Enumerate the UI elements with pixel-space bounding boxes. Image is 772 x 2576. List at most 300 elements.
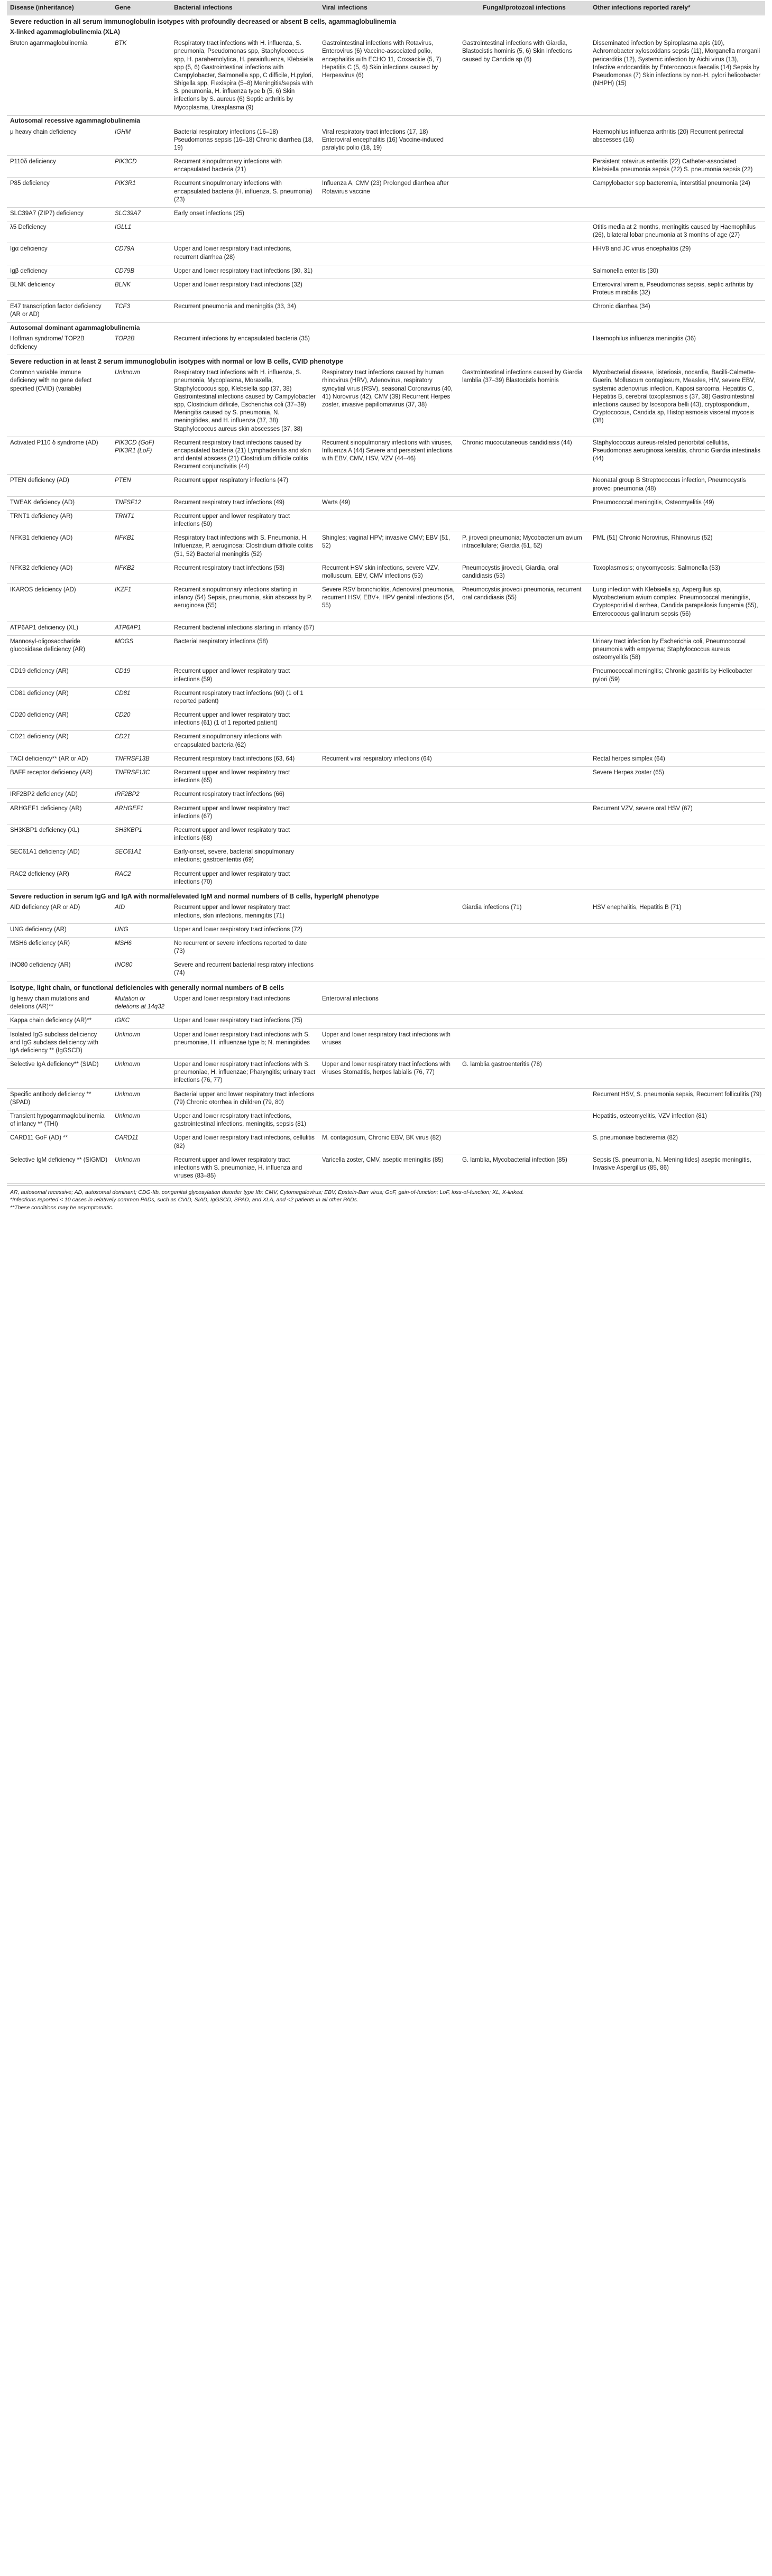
gene-cell: CD21 [112, 731, 171, 753]
gene-cell: IRF2BP2 [112, 789, 171, 802]
other-infections-cell: Campylobacter spp bacteremia, interstitial pneumonia (24) [590, 178, 765, 208]
viral-infections-cell: M. contagiosum, Chronic EBV, BK virus (82) [319, 1132, 459, 1154]
gene-cell: NFKB2 [112, 562, 171, 583]
viral-infections-cell [319, 1088, 459, 1110]
gene-cell: AID [112, 902, 171, 923]
bacterial-infections-cell: Recurrent sinopulmonary infections starting in infancy (54) Sepsis, pneumonia, skin abscess by P. aeruginosa (55) [171, 584, 319, 622]
disease-cell: BLNK deficiency [7, 279, 112, 300]
bacterial-infections-cell: Bacterial respiratory infections (58) [171, 635, 319, 665]
viral-infections-cell [319, 221, 459, 243]
other-infections-cell: Severe Herpes zoster (65) [590, 767, 765, 789]
disease-cell: PTEN deficiency (AD) [7, 475, 112, 496]
viral-infections-cell: Enteroviral infections [319, 993, 459, 1015]
fungal-infections-cell [459, 178, 590, 208]
disease-cell: UNG deficiency (AR) [7, 923, 112, 937]
disease-cell: CD81 deficiency (AR) [7, 687, 112, 709]
other-infections-cell: Recurrent VZV, severe oral HSV (67) [590, 802, 765, 824]
section-heading: Severe reduction in all serum immunoglobulin isotypes with profoundly decreased or absent B cells, agammaglobulinemia [7, 15, 765, 27]
other-infections-cell: Sepsis (S. pneumonia, N. Meningitides) aseptic meningitis, Invasive Aspergillus (85, 86) [590, 1154, 765, 1184]
fungal-infections-cell [459, 301, 590, 322]
fungal-infections-cell: Gastrointestinal infections with Giardia, Blastocistis hominis (5, 6) Skin infections caused by Candida sp (6) [459, 38, 590, 115]
footnote-rare-infections: *Infections reported < 10 cases in relatively common PADs, such as CVID, SIAD, IgGSCD, SPAD, and XLA, and <2 patients in all other PADs. [10, 1197, 359, 1203]
viral-infections-cell: Warts (49) [319, 496, 459, 510]
disease-cell: CARD11 GoF (AD) ** [7, 1132, 112, 1154]
table-row [7, 367, 765, 437]
subsection-heading: X-linked agammaglobulinemia (XLA) [10, 28, 121, 36]
table-row [7, 584, 765, 622]
other-infections-cell: Urinary tract infection by Escherichia coli, Pneumococcal pneumonia with empyema; Staphylococcus aureus osteomyelitis (58) [590, 635, 765, 665]
viral-infections-cell [319, 937, 459, 959]
gene-cell: CD79A [112, 243, 171, 265]
bacterial-infections-cell: Recurrent upper and lower respiratory tract infections (61) (1 of 1 reported patient) [171, 709, 319, 731]
viral-infections-cell: Shingles; vaginal HPV; invasive CMV; EBV (51, 52) [319, 532, 459, 562]
disease-cell: CD19 deficiency (AR) [7, 665, 112, 687]
other-infections-cell [590, 1028, 765, 1059]
gene-cell: ARHGEF1 [112, 802, 171, 824]
table-row [7, 993, 765, 1015]
disease-cell: SEC61A1 deficiency (AD) [7, 846, 112, 868]
bacterial-infections-cell: Recurrent respiratory tract infections (66) [171, 789, 319, 802]
disease-cell: NFKB1 deficiency (AD) [7, 532, 112, 562]
bacterial-infections-cell: Respiratory tract infections with H. influenza, S. pneumonia, Mycoplasma, Moraxella, Staphylococcus spp, Klebsiella spp (37, 38) Gastrointestinal infections caused by Campylobacter spp, Clostridium difficile, Escherichia coli (37–39) Meningitis caused by S. pneumonia, N. meningitides, and H. influenza (37, 38) Staphylococcus aureus skin abscesses (37, 38) [171, 367, 319, 437]
disease-cell: λ5 Deficiency [7, 221, 112, 243]
table-row [7, 622, 765, 635]
viral-infections-cell [319, 475, 459, 496]
section-heading: Severe reduction in serum IgG and IgA with normal/elevated IgM and normal numbers of B cells, hyperIgM phenotype [7, 889, 765, 902]
fungal-infections-cell [459, 868, 590, 889]
disease-cell: SLC39A7 (ZIP7) deficiency [7, 207, 112, 221]
gene-cell: PTEN [112, 475, 171, 496]
viral-infections-cell [319, 846, 459, 868]
bacterial-infections-cell: Bacterial respiratory infections (16–18) Pseudomonas sepsis (16–18) Chronic diarrhea (18, 19) [171, 126, 319, 156]
bacterial-infections-cell: Recurrent upper and lower respiratory tract infections (68) [171, 824, 319, 846]
fungal-infections-cell [459, 265, 590, 279]
bacterial-infections-cell: Severe and recurrent bacterial respiratory infections (74) [171, 959, 319, 981]
viral-infections-cell: Respiratory tract infections caused by human rhinovirus (HRV), Adenovirus, respiratory syncytial virus (RSV), seasonal Coronavirus (40, 41) Norovirus (42), CMV (39) Recurrent Herpes zoster, invasive papillomavirus (37, 38) [319, 367, 459, 437]
bacterial-infections-cell: Recurrent pneumonia and meningitis (33, 34) [171, 301, 319, 322]
other-infections-cell [590, 937, 765, 959]
table-row [7, 207, 765, 221]
fungal-infections-cell [459, 789, 590, 802]
fungal-infections-cell [459, 687, 590, 709]
disease-cell: Igβ deficiency [7, 265, 112, 279]
bacterial-infections-cell: Upper and lower respiratory tract infections (75) [171, 1015, 319, 1028]
bacterial-infections-cell: Recurrent respiratory tract infections (60) (1 of 1 reported patient) [171, 687, 319, 709]
table-row [7, 687, 765, 709]
viral-infections-cell [319, 279, 459, 300]
table-row [7, 665, 765, 687]
viral-infections-cell [319, 301, 459, 322]
col-header-gene: Gene [112, 1, 171, 15]
viral-infections-cell [319, 902, 459, 923]
bacterial-infections-cell: Recurrent respiratory tract infections (53) [171, 562, 319, 583]
other-infections-cell [590, 868, 765, 889]
fungal-infections-cell [459, 510, 590, 532]
other-infections-cell: Staphylococcus aureus-related periorbital cellulitis, Pseudomonas aeruginosa keratitis, chronic Giardia intestinalis (44) [590, 437, 765, 475]
gene-cell: Unknown [112, 1028, 171, 1059]
other-infections-cell: Neonatal group B Streptococcus infection, Pneumocystis jiroveci pneumonia (48) [590, 475, 765, 496]
table-row [7, 767, 765, 789]
col-header-viral: Viral infections [319, 1, 459, 15]
other-infections-cell [590, 1015, 765, 1028]
fungal-infections-cell [459, 767, 590, 789]
other-infections-cell: Pneumococcal meningitis; Chronic gastritis by Helicobacter pylori (59) [590, 665, 765, 687]
fungal-infections-cell [459, 731, 590, 753]
bacterial-infections-cell: Upper and lower respiratory tract infections with S. pneumoniae, H. influenzae; Pharyngitis; urinary tract infections (76, 77) [171, 1059, 319, 1089]
subsection-heading: Autosomal recessive agammaglobulinemia [10, 116, 141, 124]
disease-cell: P110δ deficiency [7, 156, 112, 178]
table-row [7, 709, 765, 731]
other-infections-cell [590, 789, 765, 802]
gene-cell: CD20 [112, 709, 171, 731]
table-row [7, 635, 765, 665]
gene-cell: ATP6AP1 [112, 622, 171, 635]
viral-infections-cell: Influenza A, CMV (23) Prolonged diarrhea after Rotavirus vaccine [319, 178, 459, 208]
disease-cell: ATP6AP1 deficiency (XL) [7, 622, 112, 635]
disease-cell: Kappa chain deficiency (AR)** [7, 1015, 112, 1028]
fungal-infections-cell: Gastrointestinal infections caused by Giardia lamblia (37–39) Blastocistis hominis [459, 367, 590, 437]
document [7, 0, 765, 1211]
other-infections-cell: Hepatitis, osteomyelitis, VZV infection (81) [590, 1110, 765, 1132]
other-infections-cell: Otitis media at 2 months, meningitis caused by Haemophilus (26), bilateral lobar pneumonia at 3 months of age (27) [590, 221, 765, 243]
viral-infections-cell: Gastrointestinal infections with Rotavirus, Enterovirus (6) Vaccine-associated polio, encephalitis with ECHO 11, Coxsackie (5, 7) Hepatitis C (5, 6) Skin infections caused by Herpesvirus (6) [319, 38, 459, 115]
fungal-infections-cell [459, 824, 590, 846]
table-row [7, 333, 765, 355]
bacterial-infections-cell: Early-onset, severe, bacterial sinopulmonary infections; gastroenteritis (69) [171, 846, 319, 868]
disease-cell: INO80 deficiency (AR) [7, 959, 112, 981]
viral-infections-cell: Recurrent HSV skin infections, severe VZV, molluscum, EBV, CMV infections (53) [319, 562, 459, 583]
disease-cell: CD21 deficiency (AR) [7, 731, 112, 753]
fungal-infections-cell: Pneumocystis jirovecii, Giardia, oral candidiasis (53) [459, 562, 590, 583]
viral-infections-cell [319, 959, 459, 981]
bacterial-infections-cell: Bacterial upper and lower respiratory tract infections (79) Chronic otorrhea in children (79, 80) [171, 1088, 319, 1110]
fungal-infections-cell [459, 221, 590, 243]
viral-infections-cell: Upper and lower respiratory tract infections with viruses [319, 1028, 459, 1059]
fungal-infections-cell [459, 279, 590, 300]
other-infections-cell [590, 731, 765, 753]
fungal-infections-cell [459, 993, 590, 1015]
col-header-other: Other infections reported rarely* [590, 1, 765, 15]
disease-cell: Isolated IgG subclass deficiency and IgG subclass deficiency with IgA deficiency ** (IgGSCD) [7, 1028, 112, 1059]
bacterial-infections-cell: Recurrent sinopulmonary infections with encapsulated bacteria (62) [171, 731, 319, 753]
table-row [7, 496, 765, 510]
gene-cell: PIK3CD [112, 156, 171, 178]
gene-cell: UNG [112, 923, 171, 937]
gene-cell: CD79B [112, 265, 171, 279]
gene-cell: Unknown [112, 1088, 171, 1110]
disease-cell: P85 deficiency [7, 178, 112, 208]
table-row [7, 221, 765, 243]
other-infections-cell: Toxoplasmosis; onycomycosis; Salmonella (53) [590, 562, 765, 583]
disease-cell: IKAROS deficiency (AD) [7, 584, 112, 622]
gene-cell: RAC2 [112, 868, 171, 889]
bacterial-infections-cell: Early onset infections (25) [171, 207, 319, 221]
viral-infections-cell [319, 333, 459, 355]
fungal-infections-cell [459, 1110, 590, 1132]
table-row [7, 923, 765, 937]
gene-cell: BTK [112, 38, 171, 115]
subsection-heading-row [7, 322, 765, 333]
bacterial-infections-cell: Upper and lower respiratory tract infections [171, 993, 319, 1015]
gene-cell: CD19 [112, 665, 171, 687]
disease-cell: AID deficiency (AR or AD) [7, 902, 112, 923]
bacterial-infections-cell: Recurrent upper and lower respiratory tract infections, skin infections, meningitis (71) [171, 902, 319, 923]
table-row [7, 1059, 765, 1089]
bacterial-infections-cell: Recurrent upper and lower respiratory tract infections (67) [171, 802, 319, 824]
fungal-infections-cell [459, 802, 590, 824]
bacterial-infections-cell: Recurrent sinopulmonary infections with encapsulated bacteria (21) [171, 156, 319, 178]
table-row [7, 243, 765, 265]
other-infections-cell: Pneumococcal meningitis, Osteomyelitis (49) [590, 496, 765, 510]
viral-infections-cell: Recurrent sinopulmonary infections with viruses, Influenza A (44) Severe and persistent infections with EBV, CMV, HSV, VZV (44–46) [319, 437, 459, 475]
fungal-infections-cell: G. lamblia, Mycobacterial infection (85) [459, 1154, 590, 1184]
other-infections-cell: Chronic diarrhea (34) [590, 301, 765, 322]
viral-infections-cell [319, 265, 459, 279]
footnote-abbreviations: AR, autosomal recessive; AD, autosomal dominant; CDG-IIb, congenital glycosylation disorder type IIb; CMV, Cytomegalovirus; EBV, Epstein-Barr virus; GoF, gain-of-function; LoF, loss-of-function; XL, X-linked. [10, 1189, 524, 1196]
disease-cell: Selective IgM deficiency ** (SIGMD) [7, 1154, 112, 1184]
other-infections-cell: Haemophilus influenza arthritis (20) Recurrent perirectal abscesses (16) [590, 126, 765, 156]
bacterial-infections-cell: Upper and lower respiratory tract infections (32) [171, 279, 319, 300]
other-infections-cell [590, 709, 765, 731]
bacterial-infections-cell: Recurrent infections by encapsulated bacteria (35) [171, 333, 319, 355]
table-row [7, 1154, 765, 1184]
section-heading: Isotype, light chain, or functional deficiencies with generally normal numbers of B cells [7, 981, 765, 993]
other-infections-cell [590, 687, 765, 709]
viral-infections-cell: Severe RSV bronchiolitis, Adenoviral pneumonia, recurrent HSV, EBV+, HPV genital infections (54, 55) [319, 584, 459, 622]
table-row [7, 1110, 765, 1132]
bacterial-infections-cell: Recurrent respiratory tract infections (63, 64) [171, 753, 319, 766]
section-heading-row [7, 981, 765, 993]
other-infections-cell: Salmonella enteritis (30) [590, 265, 765, 279]
gene-cell: Mutation or deletions at 14q32 [112, 993, 171, 1015]
disease-cell: Selective IgA deficiency** (SIAD) [7, 1059, 112, 1089]
bacterial-infections-cell: Recurrent upper respiratory infections (47) [171, 475, 319, 496]
table-row [7, 846, 765, 868]
disease-cell: Specific antibody deficiency ** (SPAD) [7, 1088, 112, 1110]
table-row [7, 824, 765, 846]
viral-infections-cell [319, 1110, 459, 1132]
other-infections-cell [590, 846, 765, 868]
viral-infections-cell: Varicella zoster, CMV, aseptic meningitis (85) [319, 1154, 459, 1184]
table-body [7, 15, 765, 1183]
table-row [7, 1028, 765, 1059]
viral-infections-cell [319, 802, 459, 824]
gene-cell: CD81 [112, 687, 171, 709]
gene-cell: Unknown [112, 367, 171, 437]
bacterial-infections-cell: Recurrent upper and lower respiratory tract infections (50) [171, 510, 319, 532]
disease-cell: Activated P110 δ syndrome (AD) [7, 437, 112, 475]
fungal-infections-cell [459, 1015, 590, 1028]
gene-cell: MOGS [112, 635, 171, 665]
gene-cell: TRNT1 [112, 510, 171, 532]
gene-cell: TNFSF12 [112, 496, 171, 510]
other-infections-cell [590, 824, 765, 846]
fungal-infections-cell [459, 923, 590, 937]
fungal-infections-cell [459, 1088, 590, 1110]
viral-infections-cell [319, 622, 459, 635]
table-row [7, 753, 765, 766]
other-infections-cell [590, 510, 765, 532]
table-row [7, 38, 765, 115]
fungal-infections-cell [459, 635, 590, 665]
other-infections-cell: Recurrent HSV, S. pneumonia sepsis, Recurrent folliculitis (79) [590, 1088, 765, 1110]
other-infections-cell [590, 959, 765, 981]
fungal-infections-cell [459, 207, 590, 221]
bacterial-infections-cell: Recurrent sinopulmonary infections with encapsulated bacteria (H. influenza, S. pneumonia) (23) [171, 178, 319, 208]
viral-infections-cell [319, 243, 459, 265]
viral-infections-cell [319, 731, 459, 753]
gene-cell: SH3KBP1 [112, 824, 171, 846]
table-row [7, 959, 765, 981]
subsection-heading-row [7, 27, 765, 38]
gene-cell: INO80 [112, 959, 171, 981]
section-heading-row [7, 355, 765, 367]
disease-cell: Transient hypogammaglobulinemia of infancy ** (THI) [7, 1110, 112, 1132]
viral-infections-cell [319, 824, 459, 846]
disease-cell: Hoffman syndrome/ TOP2B deficiency [7, 333, 112, 355]
disease-cell: TWEAK deficiency (AD) [7, 496, 112, 510]
col-header-fungal: Fungal/protozoal infections [459, 1, 590, 15]
viral-infections-cell [319, 709, 459, 731]
table-row [7, 156, 765, 178]
viral-infections-cell [319, 510, 459, 532]
table-row [7, 562, 765, 583]
fungal-infections-cell [459, 126, 590, 156]
bacterial-infections-cell: Respiratory tract infections with H. influenza, S. pneumonia, Pseudomonas spp, Staphylococcus spp, H. parahemolytica, H. parainfluenza, Klebsiella spp (5, 6) Gastrointestinal infections with Campylobacter, Salmonella spp, C difficile, H.pylori, Shigella spp, Flexispira (5–8) Meningitis/sepsis with S. pneumonia, H. influenza type b (5, 6) Skin infections by S. aureus (6) Septic arthritis by Mycoplasma, Ureaplasma (9) [171, 38, 319, 115]
bacterial-infections-cell: Upper and lower respiratory tract infections, gastrointestinal infections, meningitis, sepsis (81) [171, 1110, 319, 1132]
table-row [7, 279, 765, 300]
fungal-infections-cell [459, 243, 590, 265]
viral-infections-cell: Viral respiratory tract infections (17, 18) Enteroviral encephalitis (16) Vaccine-induced paralytic polio (18, 19) [319, 126, 459, 156]
table-row [7, 937, 765, 959]
viral-infections-cell [319, 1015, 459, 1028]
bacterial-infections-cell: Recurrent upper and lower respiratory tract infections (59) [171, 665, 319, 687]
disease-cell: CD20 deficiency (AR) [7, 709, 112, 731]
gene-cell: SLC39A7 [112, 207, 171, 221]
section-heading-row [7, 889, 765, 902]
table-row [7, 868, 765, 889]
subsection-heading: Autosomal dominant agammaglobulinemia [10, 323, 140, 331]
fungal-infections-cell [459, 622, 590, 635]
table-row [7, 301, 765, 322]
table-row [7, 126, 765, 156]
bacterial-infections-cell: Recurrent upper and lower respiratory tract infections (70) [171, 868, 319, 889]
fungal-infections-cell: Giardia infections (71) [459, 902, 590, 923]
other-infections-cell [590, 923, 765, 937]
viral-infections-cell [319, 868, 459, 889]
disease-cell: SH3KBP1 deficiency (XL) [7, 824, 112, 846]
gene-cell: IGLL1 [112, 221, 171, 243]
other-infections-cell: Haemophilus influenza meningitis (36) [590, 333, 765, 355]
gene-cell: MSH6 [112, 937, 171, 959]
viral-infections-cell: Recurrent viral respiratory infections (64) [319, 753, 459, 766]
viral-infections-cell [319, 923, 459, 937]
fungal-infections-cell [459, 1028, 590, 1059]
other-infections-cell [590, 993, 765, 1015]
gene-cell: CARD11 [112, 1132, 171, 1154]
viral-infections-cell [319, 789, 459, 802]
disease-cell: Igα deficiency [7, 243, 112, 265]
gene-cell: IGHM [112, 126, 171, 156]
fungal-infections-cell [459, 959, 590, 981]
other-infections-cell: HHV8 and JC virus encephalitis (29) [590, 243, 765, 265]
col-header-bacterial: Bacterial infections [171, 1, 319, 15]
other-infections-cell: S. pneumoniae bacteremia (82) [590, 1132, 765, 1154]
viral-infections-cell [319, 665, 459, 687]
fungal-infections-cell [459, 709, 590, 731]
table-row [7, 802, 765, 824]
fungal-infections-cell [459, 753, 590, 766]
disease-cell: Bruton agammaglobulinemia [7, 38, 112, 115]
col-header-disease: Disease (inheritance) [7, 1, 112, 15]
fungal-infections-cell [459, 156, 590, 178]
bacterial-infections-cell: Recurrent bacterial infections starting in infancy (57) [171, 622, 319, 635]
bacterial-infections-cell: Upper and lower respiratory tract infections (72) [171, 923, 319, 937]
gene-cell: Unknown [112, 1110, 171, 1132]
table-row [7, 789, 765, 802]
table-row [7, 178, 765, 208]
table-footnotes [7, 1185, 765, 1211]
gene-cell: SEC61A1 [112, 846, 171, 868]
other-infections-cell: Disseminated infection by Spiroplasma apis (10), Achromobacter xylosoxidans sepsis (11), Morganella morganii pericarditis (12), Systemic infection by Aichi virus (13), Infective endocarditis by Enterococcus faecalis (14) Sepsis by Pseudomonas (7) Skin infections by non-H. pylori helicobacter (NHPH) (15) [590, 38, 765, 115]
other-infections-cell: Lung infection with Klebsiella sp, Aspergillus sp, Mycobacterium avium complex. Pneumococcal meningitis, Cryptosporidial diarrhea, Candida parapsilosis fungemia (55), Enterococcus gallinarum sepsis (56) [590, 584, 765, 622]
bacterial-infections-cell: No recurrent or severe infections reported to date (73) [171, 937, 319, 959]
other-infections-cell: PML (51) Chronic Norovirus, Rhinovirus (52) [590, 532, 765, 562]
gene-cell: TCF3 [112, 301, 171, 322]
fungal-infections-cell: G. lamblia gastroenteritis (78) [459, 1059, 590, 1089]
gene-cell: TOP2B [112, 333, 171, 355]
gene-cell: TNFRSF13B [112, 753, 171, 766]
disease-cell: RAC2 deficiency (AR) [7, 868, 112, 889]
other-infections-cell: Rectal herpes simplex (64) [590, 753, 765, 766]
bacterial-infections-cell: Respiratory tract infections with S. Pneumonia, H. Influenzae, P. aeruginosa; Clostridium difficile colitis (51, 52) Bacterial meningitis (52) [171, 532, 319, 562]
fungal-infections-cell [459, 496, 590, 510]
disease-cell: IRF2BP2 deficiency (AD) [7, 789, 112, 802]
bacterial-infections-cell: Upper and lower respiratory tract infections (30, 31) [171, 265, 319, 279]
fungal-infections-cell: Chronic mucocutaneous candidiasis (44) [459, 437, 590, 475]
gene-cell: Unknown [112, 1154, 171, 1184]
viral-infections-cell [319, 156, 459, 178]
disease-cell: Common variable immune deficiency with no gene defect specified (CVID) (variable) [7, 367, 112, 437]
other-infections-cell: Persistent rotavirus enteritis (22) Catheter-associated Klebsiella pneumonia sepsis (22) S. pneumonia sepsis (22) [590, 156, 765, 178]
gene-cell: PIK3CD (GoF) PIK3R1 (LoF) [112, 437, 171, 475]
table-row [7, 510, 765, 532]
fungal-infections-cell: P. jiroveci pneumonia; Mycobacterium avium intracellulare; Giardia (51, 52) [459, 532, 590, 562]
other-infections-cell [590, 207, 765, 221]
disease-cell: BAFF receptor deficiency (AR) [7, 767, 112, 789]
other-infections-cell: HSV enephalitis, Hepatitis B (71) [590, 902, 765, 923]
viral-infections-cell [319, 687, 459, 709]
bacterial-infections-cell: Recurrent respiratory tract infections (49) [171, 496, 319, 510]
fungal-infections-cell [459, 475, 590, 496]
gene-cell: IKZF1 [112, 584, 171, 622]
other-infections-cell [590, 1059, 765, 1089]
bacterial-infections-cell: Upper and lower respiratory tract infections, recurrent diarrhea (28) [171, 243, 319, 265]
disease-cell: Ig heavy chain mutations and deletions (AR)** [7, 993, 112, 1015]
table-row [7, 902, 765, 923]
other-infections-cell: Mycobacterial disease, listeriosis, nocardia, Bacilli-Calmette-Guerin, Molluscum contagiosum, Measles, HIV, severe EBV, systemic adenovirus infection, Kaposi sarcoma, Hepatitis C, Hepatitis B, cerebral toxoplasmosis (37, 38) Gastrointestinal infections caused by Isosopora belli (43), cryptosporidium, Cryptococcus, Candida sp, Histoplasmosis visceral mycosis (38) [590, 367, 765, 437]
other-infections-cell: Enteroviral viremia, Pseudomonas sepsis, septic arthritis by Proteus mirabilis (32) [590, 279, 765, 300]
fungal-infections-cell: Pneumocystis jirovecii pneumonia, recurrent oral candidiasis (55) [459, 584, 590, 622]
disease-cell: TACI deficiency** (AR or AD) [7, 753, 112, 766]
gene-cell: Unknown [112, 1059, 171, 1089]
disease-cell: E47 transcription factor deficiency (AR or AD) [7, 301, 112, 322]
fungal-infections-cell [459, 333, 590, 355]
section-heading: Severe reduction in at least 2 serum immunoglobulin isotypes with normal or low B cells, CVID phenotype [7, 355, 765, 367]
viral-infections-cell [319, 635, 459, 665]
disease-cell: MSH6 deficiency (AR) [7, 937, 112, 959]
gene-cell: IGKC [112, 1015, 171, 1028]
